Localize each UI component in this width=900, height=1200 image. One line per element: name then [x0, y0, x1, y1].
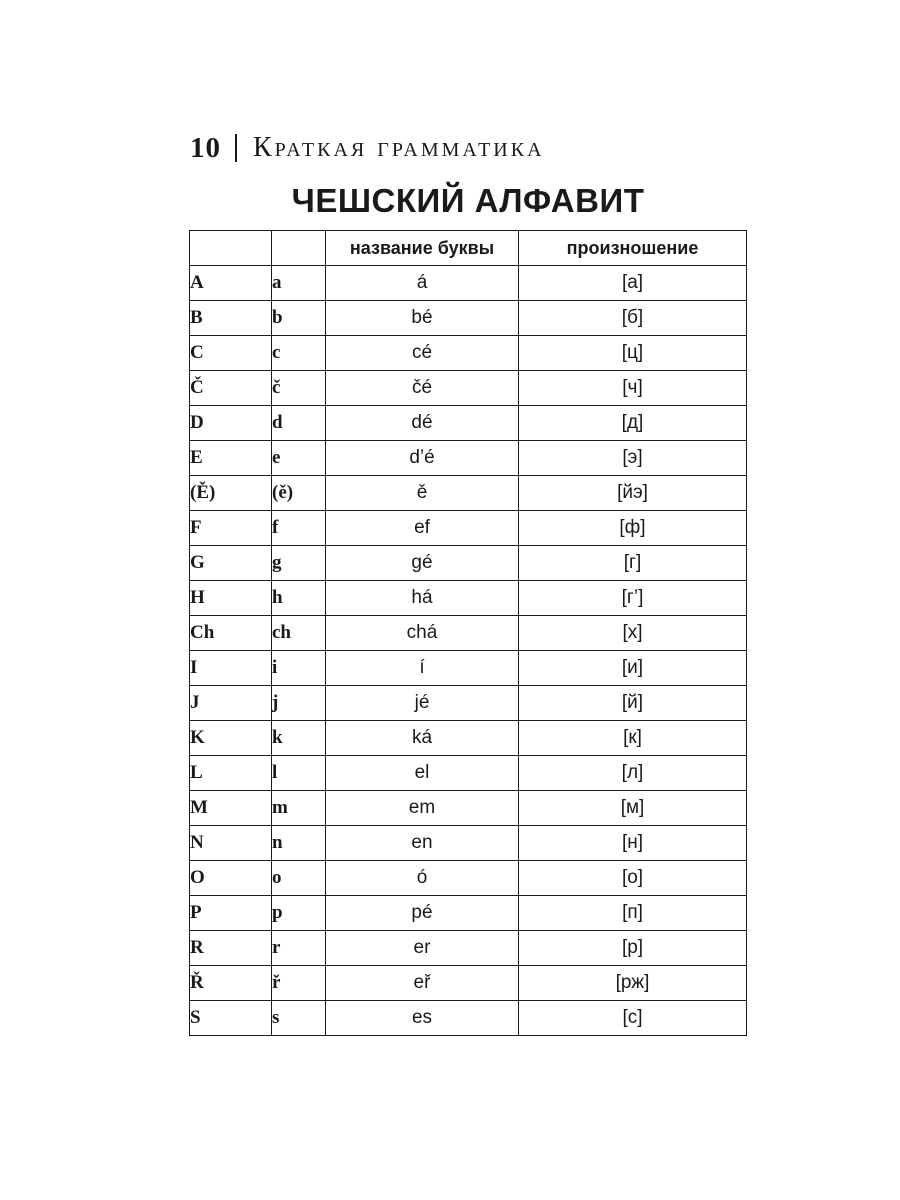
letter-name-cell: bé	[326, 301, 519, 336]
pronunciation-cell: [о]	[519, 861, 747, 896]
lowercase-letter-cell: d	[272, 406, 326, 441]
uppercase-letter-cell: M	[190, 791, 272, 826]
letter-name-cell: ef	[326, 511, 519, 546]
table-row	[190, 371, 747, 406]
uppercase-letter-cell: C	[190, 336, 272, 371]
uppercase-letter-cell: D	[190, 406, 272, 441]
column-header-uppercase	[190, 231, 272, 266]
letter-name-cell: pé	[326, 896, 519, 931]
table-row	[190, 931, 747, 966]
alphabet-table-body	[190, 266, 747, 1036]
uppercase-letter-cell: N	[190, 826, 272, 861]
header-divider	[235, 134, 237, 162]
lowercase-letter-cell: m	[272, 791, 326, 826]
pronunciation-cell: [й]	[519, 686, 747, 721]
lowercase-letter-cell: g	[272, 546, 326, 581]
pronunciation-cell: [н]	[519, 826, 747, 861]
table-row	[190, 791, 747, 826]
letter-name-cell: ó	[326, 861, 519, 896]
table-header-row	[190, 231, 747, 266]
letter-name-cell: í	[326, 651, 519, 686]
uppercase-letter-cell: G	[190, 546, 272, 581]
table-row	[190, 826, 747, 861]
section-name: Краткая грамматика	[253, 132, 545, 163]
lowercase-letter-cell: h	[272, 581, 326, 616]
pronunciation-cell: [ф]	[519, 511, 747, 546]
uppercase-letter-cell: H	[190, 581, 272, 616]
letter-name-cell: em	[326, 791, 519, 826]
pronunciation-cell: [п]	[519, 896, 747, 931]
table-row	[190, 966, 747, 1001]
uppercase-letter-cell: E	[190, 441, 272, 476]
pronunciation-cell: [г]	[519, 546, 747, 581]
letter-name-cell: chá	[326, 616, 519, 651]
uppercase-letter-cell: B	[190, 301, 272, 336]
lowercase-letter-cell: b	[272, 301, 326, 336]
running-head	[190, 128, 545, 168]
lowercase-letter-cell: a	[272, 266, 326, 301]
uppercase-letter-cell: (Ě)	[190, 476, 272, 511]
table-row	[190, 896, 747, 931]
lowercase-letter-cell: f	[272, 511, 326, 546]
lowercase-letter-cell: ř	[272, 966, 326, 1001]
letter-name-cell: cé	[326, 336, 519, 371]
pronunciation-cell: [м]	[519, 791, 747, 826]
pronunciation-cell: [л]	[519, 756, 747, 791]
page-number: 10	[190, 131, 221, 164]
letter-name-cell: eř	[326, 966, 519, 1001]
table-row	[190, 616, 747, 651]
uppercase-letter-cell: L	[190, 756, 272, 791]
lowercase-letter-cell: (ě)	[272, 476, 326, 511]
letter-name-cell: es	[326, 1001, 519, 1036]
uppercase-letter-cell: R	[190, 931, 272, 966]
table-row	[190, 511, 747, 546]
lowercase-letter-cell: j	[272, 686, 326, 721]
table-row	[190, 1001, 747, 1036]
table-row	[190, 266, 747, 301]
letter-name-cell: er	[326, 931, 519, 966]
lowercase-letter-cell: o	[272, 861, 326, 896]
letter-name-cell: gé	[326, 546, 519, 581]
letter-name-cell: há	[326, 581, 519, 616]
pronunciation-cell: [б]	[519, 301, 747, 336]
lowercase-letter-cell: l	[272, 756, 326, 791]
uppercase-letter-cell: P	[190, 896, 272, 931]
lowercase-letter-cell: n	[272, 826, 326, 861]
uppercase-letter-cell: A	[190, 266, 272, 301]
pronunciation-cell: [с]	[519, 1001, 747, 1036]
pronunciation-cell: [х]	[519, 616, 747, 651]
pronunciation-cell: [а]	[519, 266, 747, 301]
pronunciation-cell: [г’]	[519, 581, 747, 616]
lowercase-letter-cell: e	[272, 441, 326, 476]
lowercase-letter-cell: k	[272, 721, 326, 756]
pronunciation-cell: [к]	[519, 721, 747, 756]
table-row	[190, 336, 747, 371]
lowercase-letter-cell: i	[272, 651, 326, 686]
lowercase-letter-cell: p	[272, 896, 326, 931]
letter-name-cell: en	[326, 826, 519, 861]
lowercase-letter-cell: c	[272, 336, 326, 371]
table-row	[190, 686, 747, 721]
column-header-pronunciation: произношение	[519, 231, 747, 266]
table-row	[190, 301, 747, 336]
table-row	[190, 651, 747, 686]
pronunciation-cell: [э]	[519, 441, 747, 476]
uppercase-letter-cell: F	[190, 511, 272, 546]
letter-name-cell: á	[326, 266, 519, 301]
alphabet-table	[189, 230, 747, 1036]
table-row	[190, 441, 747, 476]
uppercase-letter-cell: J	[190, 686, 272, 721]
table-row	[190, 546, 747, 581]
pronunciation-cell: [д]	[519, 406, 747, 441]
table-row	[190, 721, 747, 756]
page-title: ЧЕШСКИЙ АЛФАВИТ	[291, 182, 645, 219]
letter-name-cell: dé	[326, 406, 519, 441]
pronunciation-cell: [ц]	[519, 336, 747, 371]
pronunciation-cell: [ч]	[519, 371, 747, 406]
letter-name-cell: jé	[326, 686, 519, 721]
letter-name-cell: ě	[326, 476, 519, 511]
column-header-letter-name: название буквы	[326, 231, 519, 266]
uppercase-letter-cell: Ř	[190, 966, 272, 1001]
uppercase-letter-cell: K	[190, 721, 272, 756]
table-row	[190, 581, 747, 616]
column-header-lowercase	[272, 231, 326, 266]
uppercase-letter-cell: S	[190, 1001, 272, 1036]
table-row	[190, 861, 747, 896]
uppercase-letter-cell: Č	[190, 371, 272, 406]
letter-name-cell: el	[326, 756, 519, 791]
pronunciation-cell: [р]	[519, 931, 747, 966]
pronunciation-cell: [рж]	[519, 966, 747, 1001]
lowercase-letter-cell: ch	[272, 616, 326, 651]
pronunciation-cell: [и]	[519, 651, 747, 686]
lowercase-letter-cell: č	[272, 371, 326, 406]
uppercase-letter-cell: I	[190, 651, 272, 686]
letter-name-cell: ká	[326, 721, 519, 756]
table-row	[190, 406, 747, 441]
table-row	[190, 476, 747, 511]
pronunciation-cell: [йэ]	[519, 476, 747, 511]
table-row	[190, 756, 747, 791]
uppercase-letter-cell: O	[190, 861, 272, 896]
letter-name-cell: d’é	[326, 441, 519, 476]
lowercase-letter-cell: s	[272, 1001, 326, 1036]
uppercase-letter-cell: Ch	[190, 616, 272, 651]
lowercase-letter-cell: r	[272, 931, 326, 966]
letter-name-cell: čé	[326, 371, 519, 406]
